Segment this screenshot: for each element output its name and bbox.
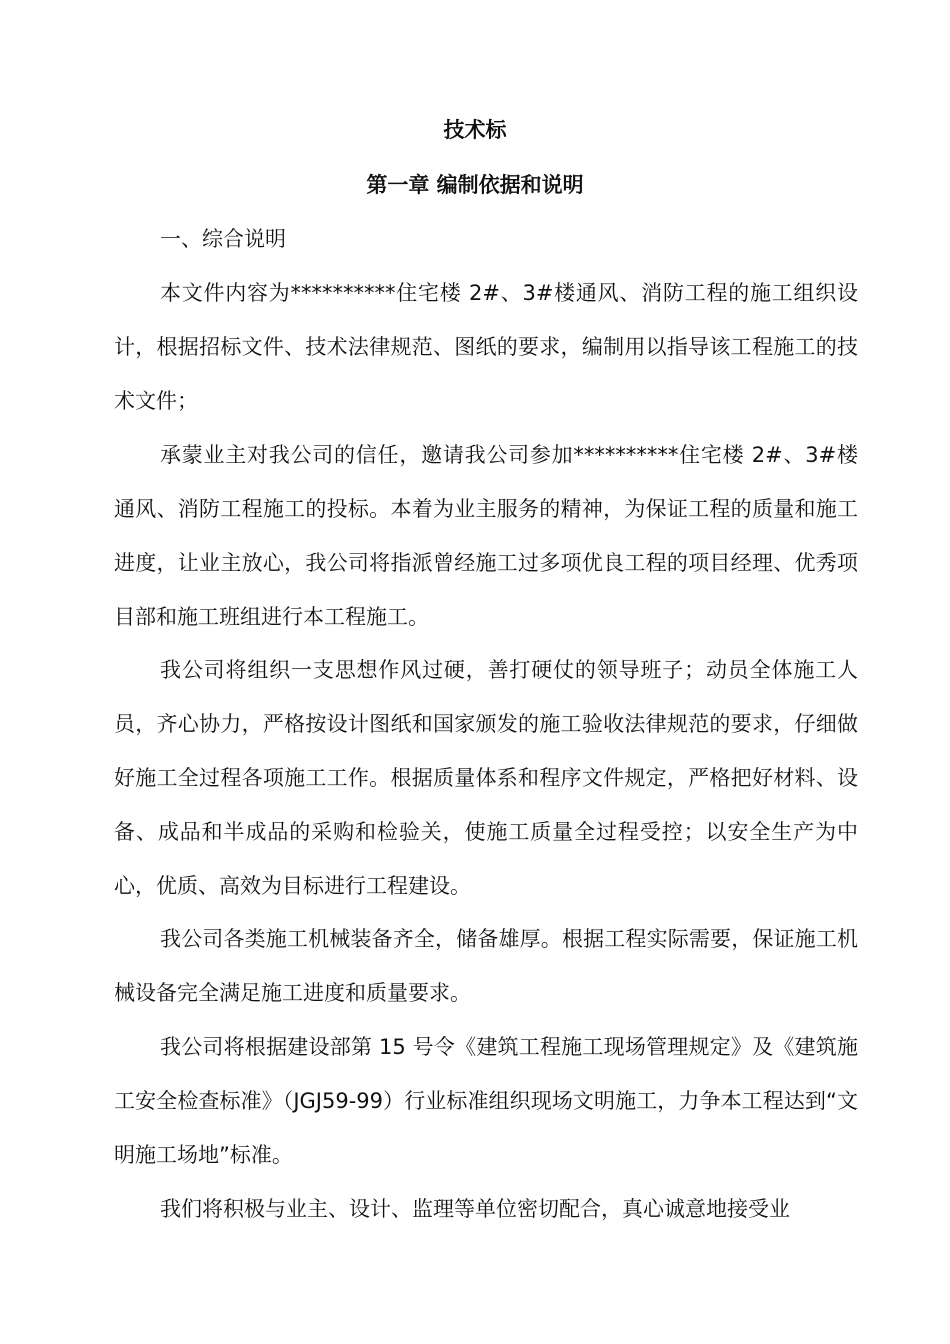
section-heading: 一、综合说明 xyxy=(160,227,286,251)
paragraph-organization: 我公司将组织一支思想作风过硬，善打硬仗的领导班子；动员全体施工人员，齐心协力，严格按设计图纸和国家颁发的施工验收法律规范的要求，仔细做好施工全过程各项施工工作。根据质量体系和程序文件规定，严格把好材料、设备、成品和半成品的采购和检验关，使施工质量全过程受控；以安全生产为中心，优质、高效为目标进行工程建设。 xyxy=(114,658,858,898)
paragraph-equipment: 我公司各类施工机械装备齐全，储备雄厚。根据工程实际需要，保证施工机械设备完全满足施工进度和质量要求。 xyxy=(114,927,858,1005)
paragraph-standards: 我公司将根据建设部第 15 号令《建筑工程施工现场管理规定》及《建筑施工安全检查标准》（JGJ59-99）行业标准组织现场文明施工，力争本工程达到“文明施工场地”标准。 xyxy=(114,1035,858,1167)
paragraph-scope: 本文件内容为**********住宅楼 2#、3#楼通风、消防工程的施工组织设计，根据招标文件、技术法律规范、图纸的要求，编制用以指导该工程施工的技术文件； xyxy=(114,281,858,413)
paragraph-commitment: 承蒙业主对我公司的信任，邀请我公司参加**********住宅楼 2#、3#楼通风、消防工程施工的投标。本着为业主服务的精神，为保证工程的质量和施工进度，让业主放心，我公司将指派曾经施工过多项优良工程的项目经理、优秀项目部和施工班组进行本工程施工。 xyxy=(114,443,858,629)
chapter-title: 第一章 编制依据和说明 xyxy=(366,173,584,197)
paragraph-cooperation: 我们将积极与业主、设计、监理等单位密切配合，真心诚意地接受业 xyxy=(160,1197,790,1221)
document-title: 技术标 xyxy=(443,118,507,142)
